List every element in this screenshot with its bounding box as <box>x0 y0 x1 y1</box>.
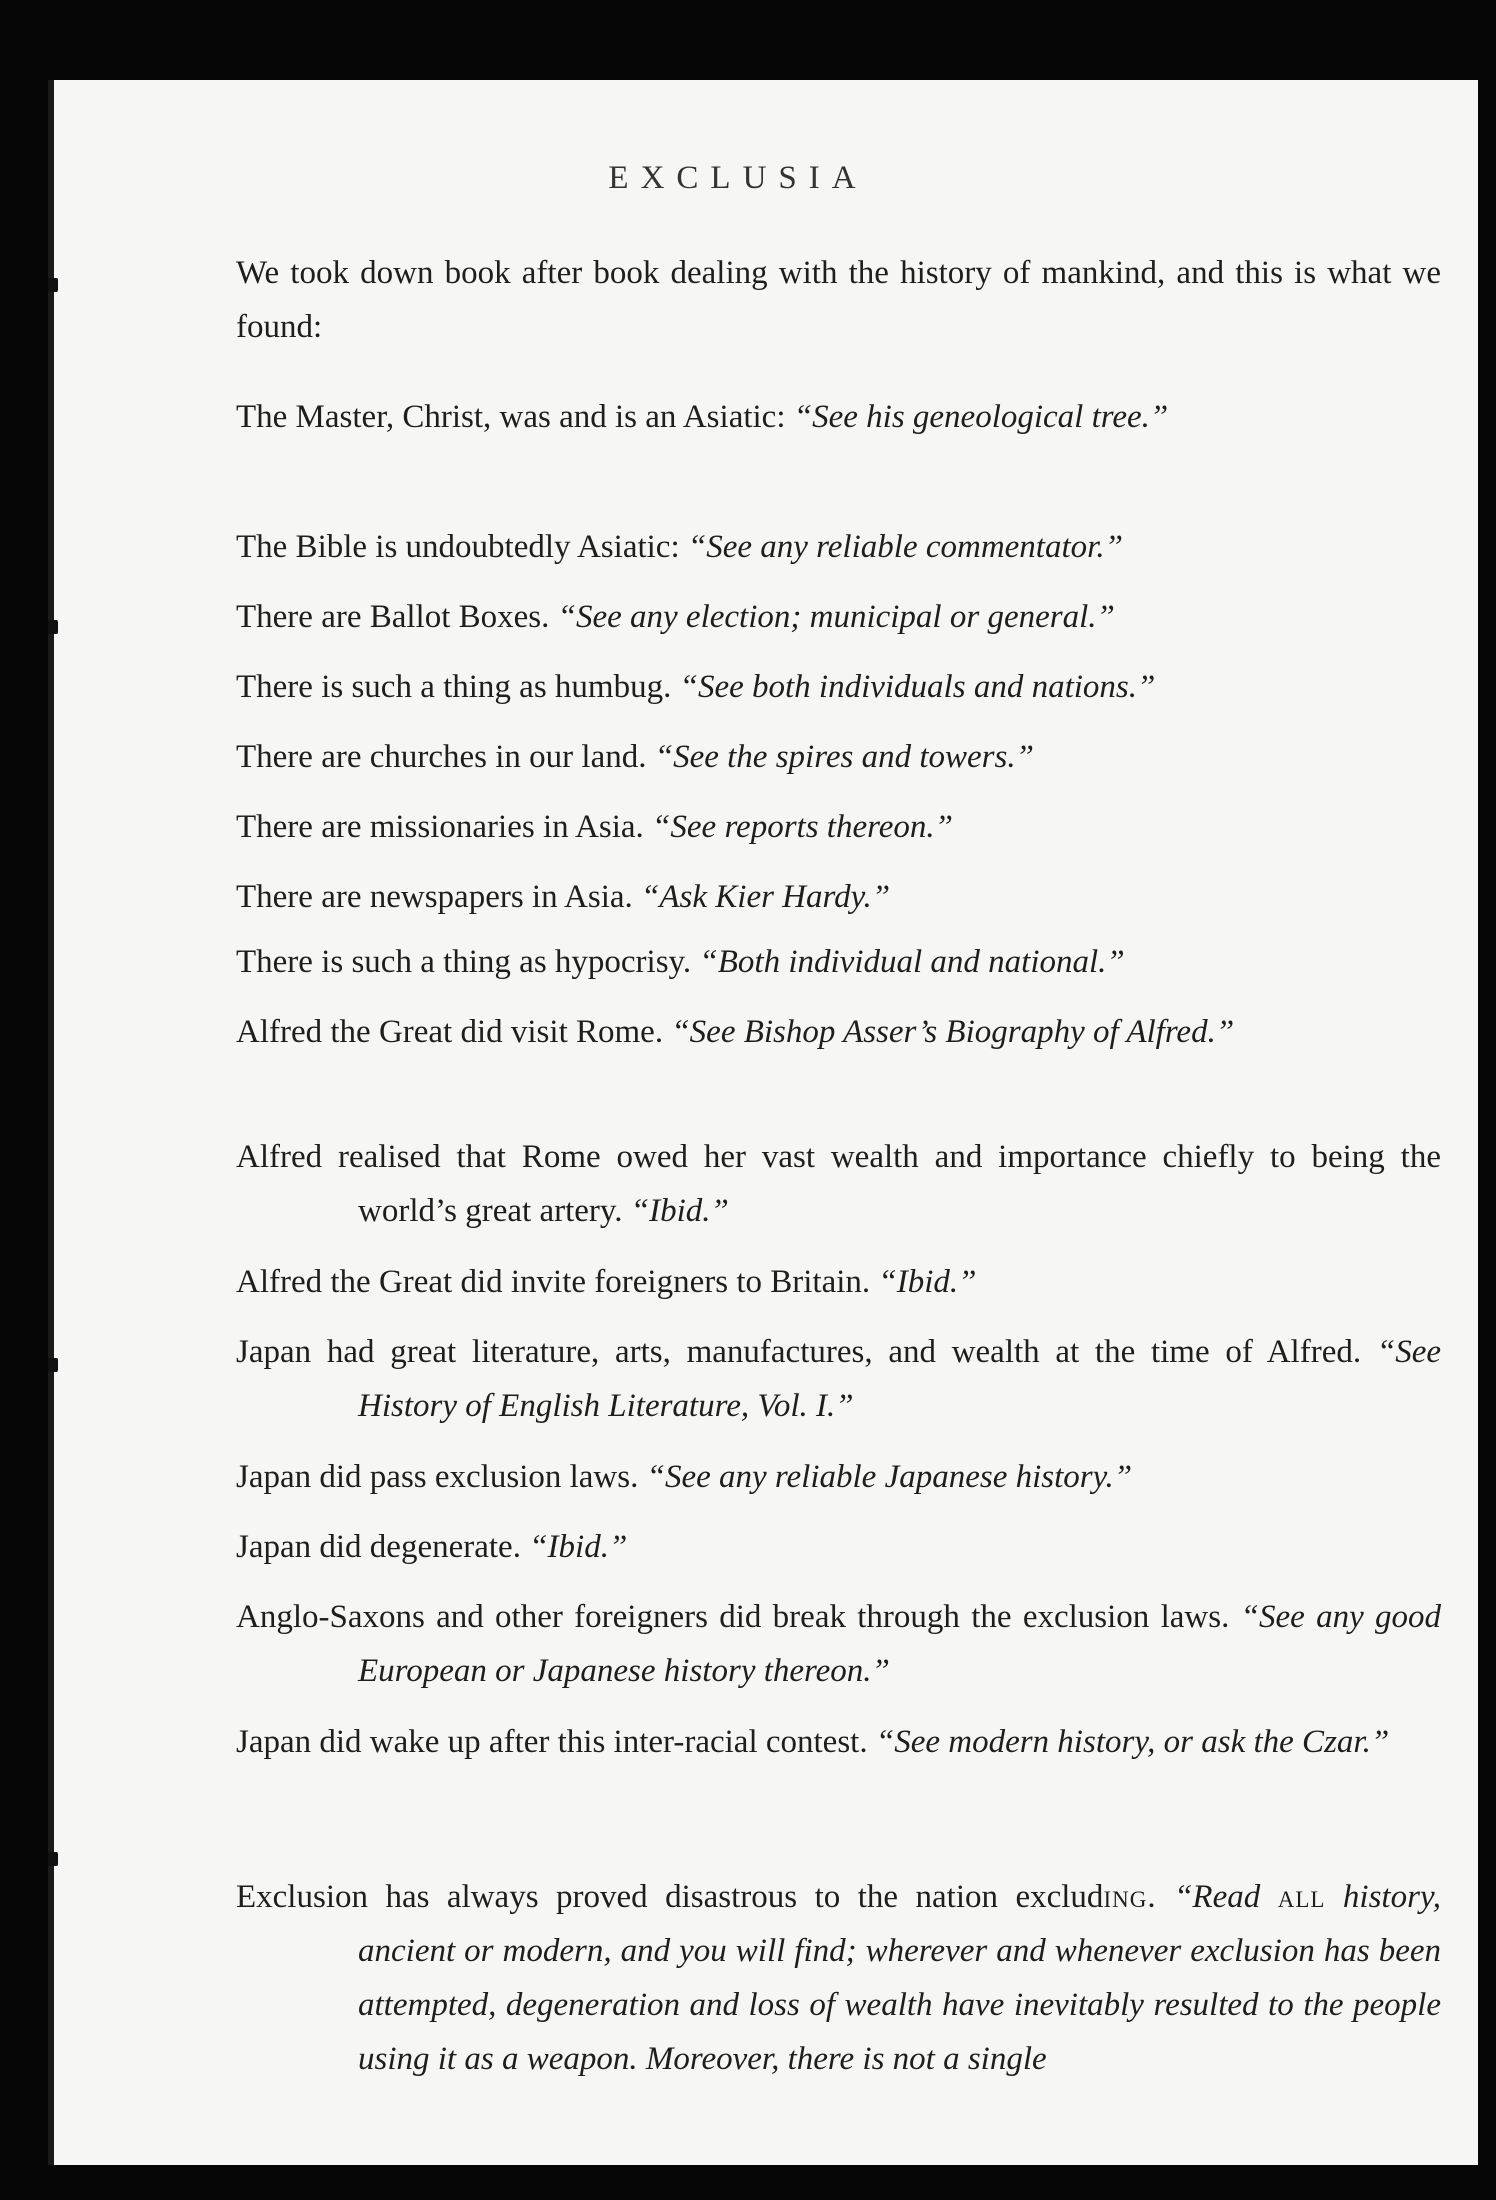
closing-text: Exclusion has always proved disastrous to the nation exclud <box>236 1879 1104 1915</box>
entry <box>236 1255 1441 1309</box>
entry-citation: “See any election; municipal or general.” <box>557 599 1115 635</box>
entry-citation: “See Bishop Asser’s Biography of Alfred.” <box>671 1014 1235 1050</box>
closing-paragraph <box>236 1870 1441 2086</box>
entry-text: There are churches in our land. <box>236 739 647 775</box>
entry <box>236 660 1441 714</box>
intro-paragraph: We took down book after book dealing with the history of mankind, and this is what we found: <box>236 255 1441 345</box>
entry-citation: “See any good European or Japanese history thereon.” <box>358 1599 1442 1689</box>
entry-text: Japan did pass exclusion laws. <box>236 1459 639 1495</box>
entry <box>236 390 1441 444</box>
closing-citation-rest: history, ancient or modern, and you will find; wherever and whenever exclusion has been attempted, degeneration and loss of wealth have inevitably resulted to the people using it as a weapon. Moreover, there is not a single <box>358 1879 1442 2077</box>
page-title: EXCLUSIA <box>608 160 868 196</box>
closing-text-smallcaps: ing. <box>1103 1879 1157 1915</box>
entry-citation: “See reports thereon.” <box>652 809 953 845</box>
entry-text: Anglo-Saxons and other foreigners did break through the exclusion laws. <box>236 1599 1230 1635</box>
entry-citation: “See History of English Literature, Vol. I.” <box>358 1334 1441 1424</box>
entry-text: There are missionaries in Asia. <box>236 809 644 845</box>
entry-text: Alfred the Great did invite foreigners to Britain. <box>236 1264 871 1300</box>
entry-text: Japan did degenerate. <box>236 1529 521 1565</box>
entry-citation: “Ask Kier Hardy.” <box>641 879 891 915</box>
entry <box>236 730 1441 784</box>
entry-citation: “See both individuals and nations.” <box>679 669 1156 705</box>
entry-citation: “See the spires and towers.” <box>654 739 1034 775</box>
entry-citation: “See any reliable Japanese history.” <box>646 1459 1133 1495</box>
closing-citation-start: “Read <box>1174 1879 1261 1915</box>
entry-text: There are Ballot Boxes. <box>236 599 550 635</box>
closing-citation-smallcaps: all <box>1277 1879 1326 1915</box>
entry <box>236 1590 1441 1698</box>
entry <box>236 1520 1441 1574</box>
entry <box>236 520 1441 574</box>
entry-citation: “Ibid.” <box>878 1264 977 1300</box>
book-page <box>48 80 1478 2165</box>
entry-text: There are newspapers in Asia. <box>236 879 633 915</box>
entry-citation: “Ibid.” <box>529 1529 628 1565</box>
entry-text: There is such a thing as hypocrisy. <box>236 944 692 980</box>
entry <box>236 1005 1441 1059</box>
entry <box>236 935 1441 989</box>
entry-text: The Master, Christ, was and is an Asiatic: <box>236 399 786 435</box>
entry-text: There is such a thing as humbug. <box>236 669 672 705</box>
entry-text: Japan had great literature, arts, manufactures, and wealth at the time of Alfred. <box>236 1334 1362 1370</box>
entry <box>236 590 1441 644</box>
entry-citation: “Ibid.” <box>630 1193 729 1229</box>
entry-citation: “See his geneological tree.” <box>793 399 1169 435</box>
entry <box>236 800 1441 854</box>
entry <box>236 1130 1441 1238</box>
entry-text: Japan did wake up after this inter-racial contest. <box>236 1724 868 1760</box>
entry <box>236 1715 1441 1769</box>
entry-citation: “See any reliable commentator.” <box>687 529 1123 565</box>
entry-citation: “See modern history, or ask the Czar.” <box>875 1724 1390 1760</box>
page-content <box>48 80 1478 2165</box>
entry-text: The Bible is undoubtedly Asiatic: <box>236 529 680 565</box>
entry <box>236 1325 1441 1433</box>
entry <box>236 1450 1441 1504</box>
entry-text: Alfred the Great did visit Rome. <box>236 1014 664 1050</box>
entry <box>236 870 1441 924</box>
entry-citation: “Both individual and national.” <box>699 944 1125 980</box>
entry-text: Alfred realised that Rome owed her vast wealth and importance chiefly to being the world’s great artery. <box>236 1139 1441 1229</box>
